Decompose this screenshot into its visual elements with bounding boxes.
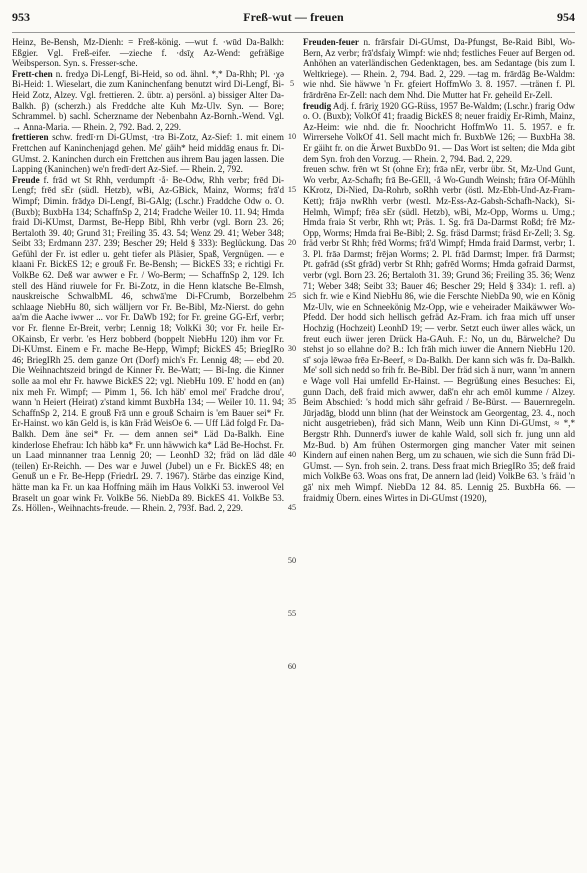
- entry-text: Adj. f. frāriχ 1920 GG-Rüss, 1957 Be-Waldm; (Lschr.) frarig Odw o. O. (Buxb); VolkOf 41; fraadig BickES 8; neuer fraidiχ Er-Rimh, Mainz, Az-Heim: wie nhd. die fr. Noochricht HoffmWo 11. 5. 1957. e fr. Wirrersehe VolkOf 41. Sell macht mich fr. BuxbWe 126; — BuxbHa 38. Er gäiht fr. on die Ärwet BuxbDo 91. — Das Wort ist selten; die Mda gibt dem Syn. froh den Vorzug. — Rhein. 2, 794. Bad. 2, 229.: [303, 100, 575, 164]
- entry-lemma: Freude: [12, 174, 40, 185]
- line-number: 25: [287, 291, 297, 301]
- page-number-left: 953: [12, 10, 30, 24]
- left-column: [12, 37, 284, 514]
- right-column: [303, 37, 575, 514]
- running-title: Freß-wut — freuen: [243, 10, 344, 24]
- entry-text: schw. fredī·rn Di-GUmst, ·trə Bi-Zotz, Az-Sief: 1. mit einem Frettchen auf Kaninchenjagd gehen. Me' gäih* heid middāg enaus fr. Di-GUmst. 2. Kaninchen durch ein Frettchen aus ihrem Bau jagen lassen. Die Lapping (Kaninchen) we'n fredī·dert Az-Sief. — Rhein. 2, 792.: [12, 132, 284, 175]
- line-number: 15: [287, 185, 297, 195]
- entry-lemma: Frett-chen: [12, 68, 53, 79]
- line-number: 55: [287, 609, 297, 619]
- line-number: 20: [287, 238, 297, 248]
- line-number: 40: [287, 450, 297, 460]
- entry-text: freuen schw. frēn wt St (ohne Er); frāə nEr, verbr übr. St, Mz-Und Gunt, Wo verbr, Az-Schafh; frā Be-GEll, ·å Wo-Gundh Weinsh; frārə Of-Mühlh KKrotz, Di-Nied, Da-Rohrb, soRhh verbr (östl. Mz-Ebh-Und-Az-Fram-Kett); frājə nwRhh verbr (westl. Mz-Ess-Az-Gabsh-Schafh-Nack), Si-Helmh, Wimpf; frēə sEr (südl. Hetzb), wBi, Mz-Opp, Worms u. Umg.; Hmda fraiə St verbr, Rhh wt; Präs. 1. Sg. frā Da-Darmst Roßd; frē Mz-Opp, Worms; Hmda frai Be-Bibl; 2. Sg. fräsd Darmst; fräsd Er-Zell; 3. Sg. fräd verbr St Rhh; frēd Worms; frā'd Wimpf; Hmda fraid Darmst, verbr; 1. 3. Pl. frāə Darmst; frējən Worms; 2. Pl. frād Darmst; Imper. frā Darmst; Pt. gəfrād (sSt gfrād) verbr St Rhh; gəfrēd Worms; Hmda gəfraid Darmst, verbr (vgl. Born 23. 26; Bertaloth 31. 39; Grund 36; Freiling 35. 36; Wenz 71; Weber 348; Seibt 33; Bauer 46; Bescher 29; Held § 334): 1. refl. a) sich fr. wie e Kind NiebHu 86, wie die Ferschte NiebDa 90, wie en König Mz-Ulv, wie en Schneekönig Mz-Opp, wie e veheirader Maikäwwer Wo-Pfedd. Der hodd sich hellisch gefräd Az-Fram. ich fraa mich uff unser Hochzig (Hochzeit) LeonhD 19; — verbr. Setzt euch üwer alles wäck, un freut euch üwer jeren Drück Ha-GAuh. F.: No, un du, Bärwelche? Du stehst jo so ellahne do? B.: Ich frāh mich iuwer die Annern NiebHu 120. sī' sojə lēwəə frēə Er-Beerf, ≈ Da-Balkh. Der kann sich wās fr. Da-Balkh. Me' soll sich nedd so frih fr. Be-Bibl. Der fräd sich ä nurr, wann 'm annern e Wage voll Hai umfelld Er-Hainst. — Begrüßung eines Besuches: Ei, gunn Dach, deß fraid mich awwer, daß'n ehr ach emōl kumme / Alzey. Beim Abschied: 's hodd mich sähr gefraid / Be-Bürst. — Bauernregeln. Jūrjədāg, blodd unn blinn (hat der Weinstock am Georgentag, 23. 4., noch nicht ausgetrieben), fräd sich Mann, Weib unn Kinn Di-GUmst, ≈ *,* Bergstr Rhh. Dunnerd's iuwer de kahle Wald, soll sich fr. jung unn ald Mz-Bud. b) Am frühen Ostermorgen ging mancher Vater mit seinen Kindern auf einen nahen Berg, um zu schauen, wie sich die Sunn fräd Di-GUmst. — Syn. froh sein. 2. trans. Dess fraat mich BriegIRo 35; deß fraid mich VolkBe 63. Woas ons frat, De annern lad (leid) VolkBe 63. 's fräid 'n gā' nix meh Wimpf. NiebDa 12 84. 85. Lennig 25. BuxbHa 66. — fraidmiχ Übern. eines Wirtes in Di-GUmst (1920),: [303, 164, 575, 503]
- page-header: [12, 10, 575, 33]
- dictionary-entry: [12, 175, 284, 514]
- entry-lemma: freudig: [303, 100, 332, 111]
- text-columns: [12, 37, 575, 672]
- dictionary-entry: [12, 132, 284, 174]
- dictionary-entry: [12, 69, 284, 133]
- entry-text: n. frārsfair Di-GUmst, Da-Pfungst, Be-Raid Bibl, Wo-Bern, Az verbr; frā'dsfaiχ Wimpf: wie nhd; festliches Feuer auf Bergen od. Anhöhen an vaterländischen Gedenktagen, bes. am Sedantage (bis zum I. Weltkriege). — Rhein. 2, 794. Bad. 2, 229. —tag m. frārdāg Be-Waldm: wie nhd. Sie häwwe 'n Fr. gfeiert HoffmWo 3. 8. 1957. —tränen f. Pl. frārdrēnə Er-Zell: nach dem Nhd. Die Mutter hat Fr. geheild Er-Zell.: [303, 37, 575, 100]
- entry-text: f. frād wt St Rhh, verdumpft ·å· Be-Odw, Rhh verbr; frēd Di-Lengf; frēd sEr (südl. Hetzb), wBi, Az-GBick, Mainz, Worms; frā'd Wimpf; Dimin. frādχə Di-Lengf, Bi-GAlg; (Lschr.) Fraddche Odw o. O. (Buxb); BuxbHa 134; SchaffnSp 2, 214; Fradche Weiler 10. 11. 94; Hmda fraid Di-KUmst, Darmst, Be-Hepp Bibl, Rhh verbr (vgl. Born 23. 26; Bertaloth 39. 40; Grund 31; Freiling 35. 43. 54; Wenz 29. 41; Weber 348; Seibt 33; Erdmann 237. 239; Bescher 29; Held § 333): Beglückung. Das Gefühl der Fr. ist edler u. geht tiefer als Pläsier, Spaß, Vergnügen. — e klaani Fr. BickES 12; e grouß Fr. Be-Bensh; — BickES 33; e richtigi Fr. VolkBe 62. Deß war awwer e Fr. / Wo-Berm; — SchaffnSp 2, 129. Ich stell des Händ riuwele for Fr. Bi-Zotz, in die Henn klatsche Be-Elmsh, nauskreische SchwalbML 46, schwā'me Di-FCrumb, Borzelbehm schlaage NiebHu 80, sich wälljern vor Fr. Be-Bibl, Mz-Nierst. do gehn aa'm die Aache iwwer ... vor Fr. DaWb 192; for Fr. greine GG-Erf, verbr; vor Fr. flenne Er-Breit, verbr; Lennig 18; VolkKi 30; vor Fr. heile Er-OKainsb, Er verbr. 'es Herz bobberd (boppelt NiebHu 120) ihm vor Fr. Di-KUmst. Einem e Fr. mache Be-Hepp, Wimpf; BickES 45; BriegIRo 46; BriegIRh 25. dem ganze Ort (Dorf) mich's Fr. Lennig 48; — ebd 20. Die Weihnachtszeid bringd de Kinner Fr. Be-Watt; — Bi-Ing. die Kinner solle aa mol ehr Fr. hawwe BickES 22; vgl. NiebHu 109. E' hodd en (an) nix meh Fr. Wimpf; — Pimm 1, 56. Ich häb' emol mei' Fradche drou', wann 'n Heiert (Heirat) z'stand kimmt BuxbHa 134; — Weiler 10. 11. 94; SchaffnSp 2, 214. E grouß Frā unn e grouß Schairn is 'em Bauer sei* Fr. Er-Hainst. wo kān Geld is, is kān Fräd WeisOe 6. — Uff Läd folgd Fr. Da-Balkh. Dem äne sei* Fr. — dem annen sei* Läd Da-Balkh. Eine kinderlose Ehefrau: Ich häbb ka* Fr. unn häwwich ka* Läd Be-Hochst. Fr. un Laad minnanner traa Lennig 20; — LeonhD 32; fräd on läd dāle (teilen) Er-Reichh. — Des war e Juwel (Jubel) un e Fr. BickES 48; en Genuß un e Fr. Be-Hepp (FriedrL 29. 7. 1967). Stärbe das einzige Kind, hätte man ka Fr. un kaa Hoffning mäih im Haus VolkKi 53. inwerool Vel Braselt un goar wink Fr. VolkBe 56. NiebDa 89. BickES 41. VolkBe 53. Zs. Höllen-, Weihnachts-freude. — Rhein. 2, 793f. Bad. 2, 229.: [12, 174, 284, 514]
- dictionary-entry: [303, 164, 575, 503]
- entry-text: n. fredχə Di-Lengf, Bi-Heid, so od. ähnl. *,* Da-Rhh; Pl. ·χə Bi-Heid: 1. Wieselart, die zum Kaninchenfang benutzt wird Di-Lengf, Bi-Heid Zotz, Alzey. Vgl. frettieren. 2. übtr. a) persönl. a) bissiger Alter Da-Balkh. β) (scherzh.) als Freddche alte Kuh Mz-Ulv. Syn. — Bore; Schrammel. b) sachl. Scherzname der Nebenbahn Az-Bornh.-Wend. Vgl. → Anna-Maria. — Rhein. 2, 792. Bad. 2, 229.: [12, 68, 284, 132]
- entry-text: Heinz, Be-Bensh, Mz-Dienh: = Freß-könig. —wut f. ·wūd Da-Balkh: Eßgier. Vgl. Freß-eifer. —zieche f. ·dsīχ Az-Wend: gefräßige Weibsperson. Syn. s. Fresser-sche.: [12, 37, 284, 69]
- line-number: 35: [287, 397, 297, 407]
- dictionary-entry: [303, 37, 575, 101]
- line-number-gutter: [285, 37, 299, 672]
- entry-lemma: Freuden-feuer: [303, 37, 359, 47]
- line-number: 5: [289, 79, 295, 89]
- entry-lemma: frettieren: [12, 132, 49, 143]
- page-number-right: 954: [556, 10, 575, 24]
- line-number: 45: [287, 503, 297, 513]
- line-number: 30: [287, 344, 297, 354]
- line-number: 50: [287, 556, 297, 566]
- line-number: 10: [287, 132, 297, 142]
- dictionary-entry: [12, 37, 284, 69]
- dictionary-entry: [303, 101, 575, 165]
- line-number: 60: [287, 662, 297, 672]
